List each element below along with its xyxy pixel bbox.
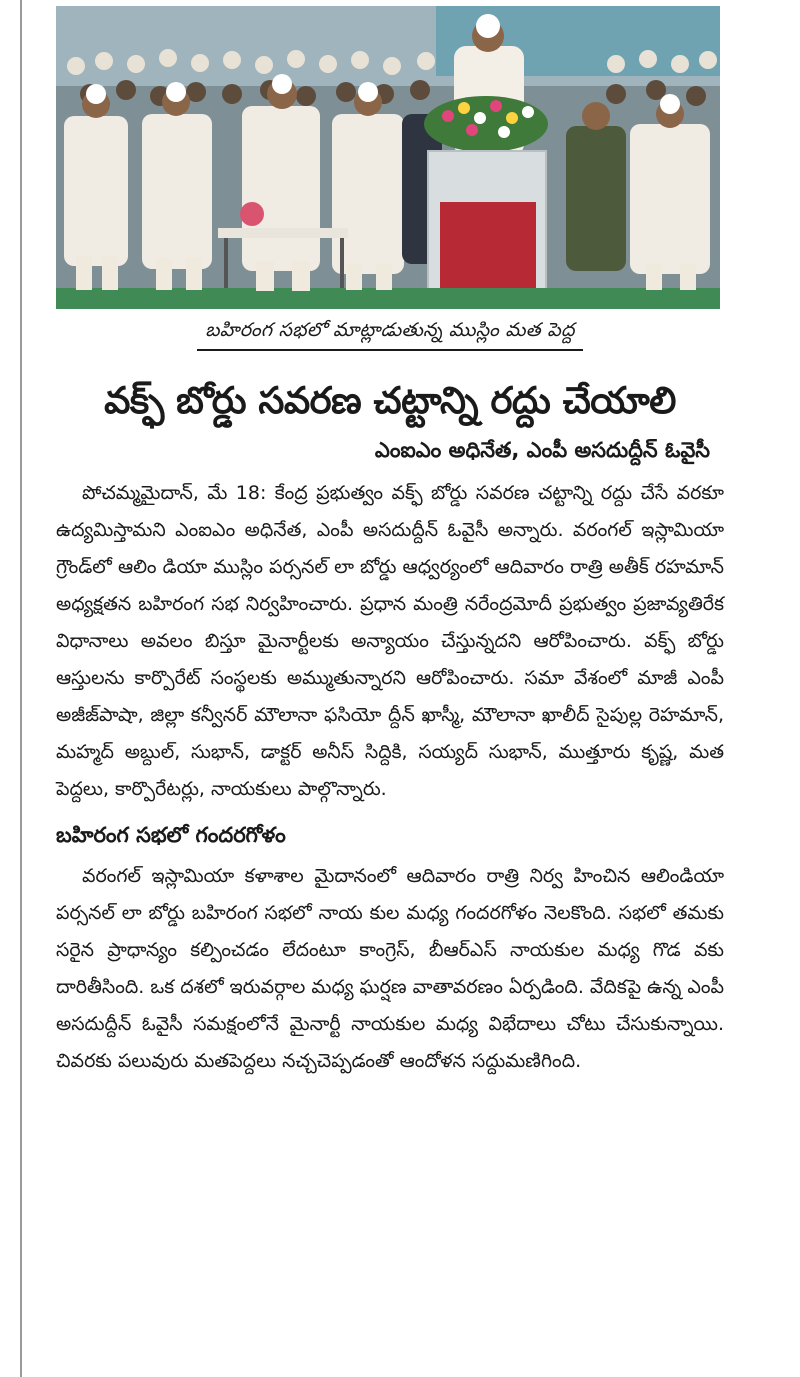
news-clipping — [56, 6, 724, 1371]
article-paragraph-2: వరంగల్ ఇస్లామియా కళాశాల మైదానంలో ఆదివారం రాత్రి నిర్వ హించిన ఆలిండియా పర్సనల్ లా బోర్డు బహిరంగ సభలో నాయ కుల మధ్య గందరగోళం నెలకొంది. సభలో తమకు సరైన ప్రాధాన్యం కల్పించడం లేదంటూ కాంగ్రెస్, బీఆర్ఎస్ నాయకుల మధ్య గొడ వకు దారితీసింది. ఒక దశలో ఇరువర్గాల మధ్య ఘర్షణ వాతావరణం ఏర్పడింది. వేదికపై ఉన్న ఎంపీ అసదుద్దీన్ ఓవైసీ సమక్షంలోనే మైనార్టీ నాయకుల మధ్య విభేదాలు చోటు చేసుకున్నాయి. చివరకు పలువురు మతపెద్దలు నచ్చచెప్పడంతో ఆందోళన సద్దుమణిగింది. — [56, 865, 724, 1072]
photo-illustration — [56, 6, 720, 309]
caption-row — [56, 317, 724, 351]
photo-caption: బహిరంగ సభలో మాట్లాడుతున్న ముస్లిం మత పెద్ద — [197, 317, 583, 351]
headline: వక్ఫ్ బోర్డు సవరణ చట్టాన్ని రద్దు చేయాలి — [104, 379, 676, 422]
page-edge-rule — [20, 0, 22, 1377]
news-photo — [56, 6, 720, 309]
article-paragraph-1: పోచమ్మమైదాన్, మే 18: కేంద్ర ప్రభుత్వం వక్ఫ్ బోర్డు సవరణ చట్టాన్ని రద్దు చేసే వరకూ ఉద్యమిస్తామని ఎంఐఎం అధినేత, ఎంపీ అసదుద్దీన్ ఓవైసీ అన్నారు. వరంగల్ ఇస్లామియా గ్రౌండ్‌లో ఆలిం డియా ముస్లిం పర్సనల్ లా బోర్డు ఆధ్వర్యంలో ఆదివారం రాత్రి అతీక్ రహమాన్ అధ్యక్షతన బహిరంగ సభ నిర్వహించారు. ప్రధాన మంత్రి నరేంద్రమోదీ ప్రభుత్వం ప్రజావ్యతిరేక విధానాలు అవలం బిస్తూ మైనార్టీలకు అన్యాయం చేస్తున్నదని ఆరోపించారు. వక్ఫ్ బోర్డు ఆస్తులను కార్పొరేట్ సంస్థలకు అమ్ముతున్నారని ఆరోపించారు. సమా వేశంలో మాజీ ఎంపీ అజీజ్‌పాషా, జిల్లా కన్వీనర్ మౌలానా ఫసియో ద్దీన్ ఖాస్మీ, మౌలానా ఖాలీద్ సైపుల్ల రెహమాన్, మహ్మద్ అబ్దుల్, సుభాన్, డాక్టర్ అనీస్ సిద్దికి, సయ్యద్ సుభాన్, ముత్తూరు కృష్ణ, మత పెద్దలు, కార్పొరేటర్లు, నాయకులు పాల్గొన్నారు. — [56, 482, 724, 800]
section-subheading: బహిరంగ సభలో గందరగోళం — [56, 823, 286, 847]
subhead-byline: ఎంఐఎం అధినేత, ఎంపీ అసదుద్దీన్ ఓవైసీ — [374, 438, 710, 462]
